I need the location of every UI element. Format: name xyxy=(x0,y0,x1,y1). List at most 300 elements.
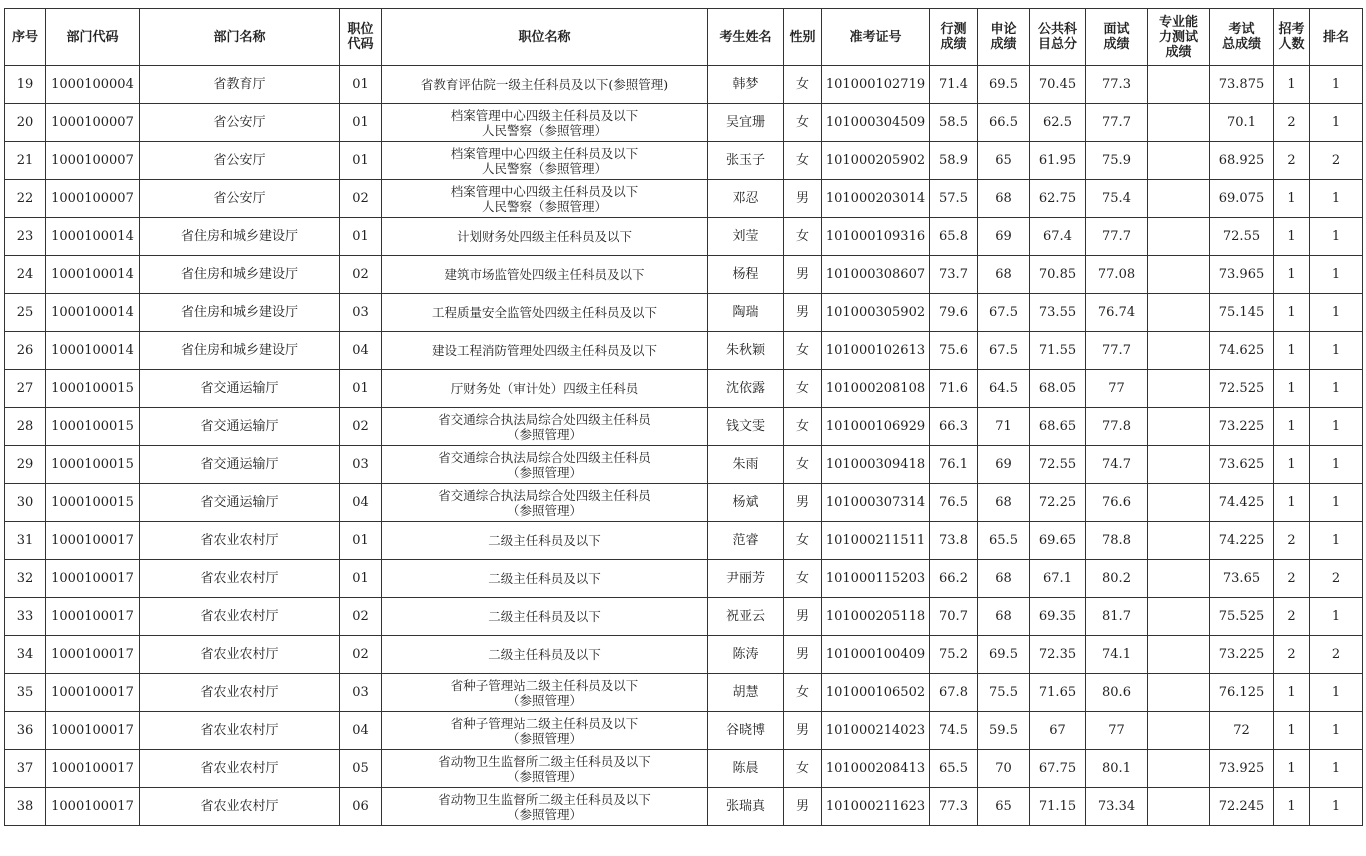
header-xingce-score xyxy=(930,9,978,66)
cell-rank: 1 xyxy=(1310,712,1363,750)
cell-quota: 2 xyxy=(1274,598,1310,636)
header-text: 序号 xyxy=(11,29,38,45)
cell-rank: 1 xyxy=(1310,294,1363,332)
table-row xyxy=(5,142,1363,180)
cell-public-total: 69.65 xyxy=(1030,522,1086,560)
cell-dept-name: 省农业农村厅 xyxy=(140,674,340,712)
cell-shenlun-score: 59.5 xyxy=(978,712,1030,750)
header-text: 行测 xyxy=(940,22,967,37)
cell-dept-name: 省农业农村厅 xyxy=(140,522,340,560)
cell-rank: 1 xyxy=(1310,446,1363,484)
cell-dept-name: 省农业农村厅 xyxy=(140,598,340,636)
pos-name-line: （参照管理） xyxy=(506,730,582,746)
table-row xyxy=(5,66,1363,104)
cell-pos-code: 04 xyxy=(340,332,382,370)
cell-shenlun-score: 64.5 xyxy=(978,370,1030,408)
cell-quota: 1 xyxy=(1274,294,1310,332)
header-text: 公共科 xyxy=(1037,22,1077,37)
cell-pos-code: 02 xyxy=(340,180,382,218)
header-text: 职位 xyxy=(347,22,374,37)
results-table xyxy=(4,8,1363,826)
cell-interview-score: 77.7 xyxy=(1086,332,1148,370)
cell-ticket-no: 101000304509 xyxy=(822,104,930,142)
cell-public-total: 67.1 xyxy=(1030,560,1086,598)
cell-pos-name xyxy=(382,560,708,598)
cell-quota: 1 xyxy=(1274,218,1310,256)
cell-dept-name: 省交通运输厅 xyxy=(140,370,340,408)
table-row xyxy=(5,522,1363,560)
cell-quota: 1 xyxy=(1274,408,1310,446)
cell-dept-code: 1000100017 xyxy=(46,788,140,826)
cell-xingce-score: 66.2 xyxy=(930,560,978,598)
cell-xingce-score: 67.8 xyxy=(930,674,978,712)
cell-quota: 2 xyxy=(1274,104,1310,142)
cell-seq: 31 xyxy=(5,522,46,560)
cell-interview-score: 74.1 xyxy=(1086,636,1148,674)
cell-quota: 1 xyxy=(1274,712,1310,750)
header-text: 部门代码 xyxy=(66,29,119,45)
pos-name-line: 二级主任科员及以下 xyxy=(488,533,601,548)
cell-professional-score xyxy=(1148,104,1210,142)
cell-ticket-no: 101000307314 xyxy=(822,484,930,522)
cell-pos-code: 01 xyxy=(340,104,382,142)
cell-dept-code: 1000100017 xyxy=(46,750,140,788)
cell-dept-name: 省住房和城乡建设厅 xyxy=(140,332,340,370)
cell-candidate-name: 吴宜珊 xyxy=(708,104,784,142)
cell-seq: 24 xyxy=(5,256,46,294)
cell-seq: 26 xyxy=(5,332,46,370)
cell-pos-code: 01 xyxy=(340,560,382,598)
cell-quota: 1 xyxy=(1274,332,1310,370)
cell-public-total: 71.55 xyxy=(1030,332,1086,370)
cell-gender: 女 xyxy=(784,408,822,446)
cell-dept-code: 1000100004 xyxy=(46,66,140,104)
cell-rank: 2 xyxy=(1310,142,1363,180)
cell-public-total: 68.65 xyxy=(1030,408,1086,446)
cell-seq: 36 xyxy=(5,712,46,750)
cell-rank: 1 xyxy=(1310,256,1363,294)
cell-candidate-name: 陶瑞 xyxy=(708,294,784,332)
header-ticket-no xyxy=(822,9,930,66)
table-row xyxy=(5,446,1363,484)
pos-name-line: 省交通综合执法局综合处四级主任科员 xyxy=(438,487,651,503)
cell-ticket-no: 101000100409 xyxy=(822,636,930,674)
cell-ticket-no: 101000309418 xyxy=(822,446,930,484)
cell-quota: 1 xyxy=(1274,180,1310,218)
cell-seq: 22 xyxy=(5,180,46,218)
cell-exam-total: 72.245 xyxy=(1210,788,1274,826)
cell-dept-name: 省农业农村厅 xyxy=(140,636,340,674)
cell-quota: 2 xyxy=(1274,522,1310,560)
cell-exam-total: 74.225 xyxy=(1210,522,1274,560)
pos-name-line: 省教育评估院一级主任科员及以下(参照管理) xyxy=(420,77,669,92)
cell-gender: 女 xyxy=(784,560,822,598)
cell-pos-name xyxy=(382,788,708,826)
cell-xingce-score: 70.7 xyxy=(930,598,978,636)
header-pos-name xyxy=(382,9,708,66)
cell-exam-total: 75.145 xyxy=(1210,294,1274,332)
cell-xingce-score: 73.8 xyxy=(930,522,978,560)
pos-name-line: 省交通综合执法局综合处四级主任科员 xyxy=(438,449,651,465)
header-quota xyxy=(1274,9,1310,66)
cell-dept-code: 1000100017 xyxy=(46,674,140,712)
pos-name-line: 工程质量安全监管处四级主任科员及以下 xyxy=(431,305,657,320)
pos-name-line: （参照管理） xyxy=(506,464,582,480)
cell-seq: 28 xyxy=(5,408,46,446)
cell-pos-code: 02 xyxy=(340,408,382,446)
cell-seq: 35 xyxy=(5,674,46,712)
cell-shenlun-score: 70 xyxy=(978,750,1030,788)
cell-rank: 1 xyxy=(1310,370,1363,408)
header-text: 成绩 xyxy=(940,37,967,52)
cell-rank: 1 xyxy=(1310,788,1363,826)
header-seq xyxy=(5,9,46,66)
header-interview-score xyxy=(1086,9,1148,66)
cell-dept-code: 1000100014 xyxy=(46,332,140,370)
cell-gender: 女 xyxy=(784,446,822,484)
pos-name-line: 建设工程消防管理处四级主任科员及以下 xyxy=(431,343,657,358)
cell-public-total: 67.4 xyxy=(1030,218,1086,256)
header-text: 职位名称 xyxy=(518,29,571,45)
cell-gender: 男 xyxy=(784,484,822,522)
header-dept-code xyxy=(46,9,140,66)
cell-rank: 1 xyxy=(1310,674,1363,712)
cell-exam-total: 72.55 xyxy=(1210,218,1274,256)
cell-pos-code: 03 xyxy=(340,446,382,484)
cell-gender: 男 xyxy=(784,636,822,674)
cell-seq: 29 xyxy=(5,446,46,484)
header-text: 成绩 xyxy=(990,37,1017,52)
cell-gender: 男 xyxy=(784,788,822,826)
cell-dept-name: 省公安厅 xyxy=(140,142,340,180)
results-table-container xyxy=(4,8,1363,826)
cell-professional-score xyxy=(1148,712,1210,750)
cell-rank: 1 xyxy=(1310,598,1363,636)
cell-pos-code: 01 xyxy=(340,522,382,560)
cell-ticket-no: 101000214023 xyxy=(822,712,930,750)
pos-name-line: 人民警察（参照管理） xyxy=(481,160,607,176)
cell-professional-score xyxy=(1148,218,1210,256)
table-row xyxy=(5,294,1363,332)
header-text: 性别 xyxy=(789,29,816,45)
cell-candidate-name: 韩梦 xyxy=(708,66,784,104)
cell-dept-name: 省农业农村厅 xyxy=(140,788,340,826)
cell-exam-total: 72.525 xyxy=(1210,370,1274,408)
cell-candidate-name: 杨程 xyxy=(708,256,784,294)
header-text: 力测试 xyxy=(1158,29,1198,45)
cell-interview-score: 77.7 xyxy=(1086,218,1148,256)
cell-quota: 1 xyxy=(1274,66,1310,104)
cell-public-total: 72.55 xyxy=(1030,446,1086,484)
cell-shenlun-score: 68 xyxy=(978,560,1030,598)
cell-pos-name xyxy=(382,370,708,408)
cell-gender: 男 xyxy=(784,712,822,750)
cell-dept-name: 省交通运输厅 xyxy=(140,446,340,484)
cell-dept-name: 省住房和城乡建设厅 xyxy=(140,256,340,294)
table-row xyxy=(5,104,1363,142)
pos-name-line: 档案管理中心四级主任科员及以下 xyxy=(450,183,639,199)
cell-public-total: 72.25 xyxy=(1030,484,1086,522)
cell-gender: 女 xyxy=(784,332,822,370)
cell-ticket-no: 101000205118 xyxy=(822,598,930,636)
cell-professional-score xyxy=(1148,142,1210,180)
cell-dept-code: 1000100007 xyxy=(46,142,140,180)
pos-name-line: 人民警察（参照管理） xyxy=(481,198,607,214)
header-text: 准考证号 xyxy=(849,29,902,45)
cell-seq: 21 xyxy=(5,142,46,180)
header-professional-score xyxy=(1148,9,1210,66)
cell-seq: 23 xyxy=(5,218,46,256)
cell-exam-total: 73.925 xyxy=(1210,750,1274,788)
cell-professional-score xyxy=(1148,408,1210,446)
cell-interview-score: 76.74 xyxy=(1086,294,1148,332)
cell-shenlun-score: 69.5 xyxy=(978,66,1030,104)
cell-professional-score xyxy=(1148,370,1210,408)
cell-interview-score: 80.2 xyxy=(1086,560,1148,598)
cell-xingce-score: 71.4 xyxy=(930,66,978,104)
cell-exam-total: 74.425 xyxy=(1210,484,1274,522)
cell-quota: 1 xyxy=(1274,446,1310,484)
cell-candidate-name: 张玉子 xyxy=(708,142,784,180)
cell-quota: 1 xyxy=(1274,256,1310,294)
pos-name-line: 二级主任科员及以下 xyxy=(488,647,601,662)
cell-xingce-score: 66.3 xyxy=(930,408,978,446)
cell-candidate-name: 朱雨 xyxy=(708,446,784,484)
header-text: 目总分 xyxy=(1037,37,1077,52)
cell-shenlun-score: 67.5 xyxy=(978,332,1030,370)
cell-professional-score xyxy=(1148,332,1210,370)
cell-interview-score: 73.34 xyxy=(1086,788,1148,826)
cell-gender: 女 xyxy=(784,370,822,408)
header-rank xyxy=(1310,9,1363,66)
cell-seq: 33 xyxy=(5,598,46,636)
table-row xyxy=(5,218,1363,256)
cell-candidate-name: 沈依露 xyxy=(708,370,784,408)
header-gender xyxy=(784,9,822,66)
cell-interview-score: 75.9 xyxy=(1086,142,1148,180)
cell-candidate-name: 钱文雯 xyxy=(708,408,784,446)
cell-quota: 2 xyxy=(1274,636,1310,674)
cell-interview-score: 78.8 xyxy=(1086,522,1148,560)
cell-xingce-score: 65.5 xyxy=(930,750,978,788)
pos-name-line: 省动物卫生监督所二级主任科员及以下 xyxy=(438,791,651,807)
cell-pos-name xyxy=(382,522,708,560)
cell-interview-score: 80.6 xyxy=(1086,674,1148,712)
cell-exam-total: 76.125 xyxy=(1210,674,1274,712)
cell-quota: 1 xyxy=(1274,788,1310,826)
table-row xyxy=(5,674,1363,712)
cell-seq: 37 xyxy=(5,750,46,788)
cell-rank: 1 xyxy=(1310,408,1363,446)
cell-shenlun-score: 65 xyxy=(978,788,1030,826)
cell-public-total: 68.05 xyxy=(1030,370,1086,408)
pos-name-line: 省动物卫生监督所二级主任科员及以下 xyxy=(438,753,651,769)
cell-professional-score xyxy=(1148,598,1210,636)
header-text: 成绩 xyxy=(1165,44,1192,60)
cell-pos-code: 01 xyxy=(340,218,382,256)
cell-seq: 32 xyxy=(5,560,46,598)
cell-candidate-name: 刘莹 xyxy=(708,218,784,256)
cell-pos-name xyxy=(382,598,708,636)
cell-public-total: 71.65 xyxy=(1030,674,1086,712)
pos-name-line: （参照管理） xyxy=(506,768,582,784)
cell-xingce-score: 58.9 xyxy=(930,142,978,180)
table-row xyxy=(5,636,1363,674)
table-row xyxy=(5,256,1363,294)
cell-shenlun-score: 69.5 xyxy=(978,636,1030,674)
cell-professional-score xyxy=(1148,560,1210,598)
cell-pos-code: 01 xyxy=(340,142,382,180)
cell-dept-code: 1000100007 xyxy=(46,104,140,142)
cell-xingce-score: 58.5 xyxy=(930,104,978,142)
cell-candidate-name: 陈晨 xyxy=(708,750,784,788)
header-text: 招考 xyxy=(1278,22,1305,37)
pos-name-line: 计划财务处四级主任科员及以下 xyxy=(456,229,632,244)
cell-interview-score: 81.7 xyxy=(1086,598,1148,636)
header-public-total xyxy=(1030,9,1086,66)
cell-professional-score xyxy=(1148,636,1210,674)
header-dept-name xyxy=(140,9,340,66)
header-exam-total xyxy=(1210,9,1274,66)
table-row xyxy=(5,332,1363,370)
header-text: 考试 xyxy=(1228,22,1255,37)
cell-dept-name: 省教育厅 xyxy=(140,66,340,104)
header-pos-code xyxy=(340,9,382,66)
header-text: 专业能 xyxy=(1158,14,1198,30)
cell-seq: 30 xyxy=(5,484,46,522)
cell-pos-name xyxy=(382,256,708,294)
pos-name-line: 厅财务处（审计处）四级主任科员 xyxy=(450,381,639,396)
cell-candidate-name: 祝亚云 xyxy=(708,598,784,636)
cell-shenlun-score: 65.5 xyxy=(978,522,1030,560)
cell-dept-name: 省交通运输厅 xyxy=(140,408,340,446)
cell-pos-name xyxy=(382,446,708,484)
cell-shenlun-score: 68 xyxy=(978,256,1030,294)
table-header xyxy=(5,9,1363,66)
cell-pos-name xyxy=(382,218,708,256)
cell-gender: 男 xyxy=(784,256,822,294)
cell-pos-name xyxy=(382,674,708,712)
cell-gender: 女 xyxy=(784,674,822,712)
cell-dept-code: 1000100015 xyxy=(46,408,140,446)
cell-dept-code: 1000100014 xyxy=(46,294,140,332)
cell-candidate-name: 范睿 xyxy=(708,522,784,560)
cell-rank: 1 xyxy=(1310,218,1363,256)
header-shenlun-score xyxy=(978,9,1030,66)
cell-gender: 男 xyxy=(784,294,822,332)
cell-candidate-name: 尹丽芳 xyxy=(708,560,784,598)
cell-shenlun-score: 68 xyxy=(978,484,1030,522)
header-candidate-name xyxy=(708,9,784,66)
cell-dept-code: 1000100017 xyxy=(46,560,140,598)
cell-dept-name: 省交通运输厅 xyxy=(140,484,340,522)
cell-exam-total: 75.525 xyxy=(1210,598,1274,636)
cell-dept-code: 1000100017 xyxy=(46,522,140,560)
cell-public-total: 70.45 xyxy=(1030,66,1086,104)
table-row xyxy=(5,408,1363,446)
cell-interview-score: 77 xyxy=(1086,370,1148,408)
cell-pos-name xyxy=(382,66,708,104)
cell-dept-name: 省公安厅 xyxy=(140,104,340,142)
cell-dept-code: 1000100017 xyxy=(46,636,140,674)
cell-quota: 1 xyxy=(1274,370,1310,408)
cell-dept-name: 省住房和城乡建设厅 xyxy=(140,218,340,256)
cell-gender: 女 xyxy=(784,750,822,788)
cell-pos-name xyxy=(382,104,708,142)
pos-name-line: 省交通综合执法局综合处四级主任科员 xyxy=(438,411,651,427)
pos-name-line: （参照管理） xyxy=(506,806,582,822)
pos-name-line: 二级主任科员及以下 xyxy=(488,609,601,624)
cell-pos-name xyxy=(382,636,708,674)
cell-xingce-score: 74.5 xyxy=(930,712,978,750)
cell-public-total: 71.15 xyxy=(1030,788,1086,826)
cell-seq: 38 xyxy=(5,788,46,826)
cell-ticket-no: 101000102719 xyxy=(822,66,930,104)
cell-gender: 男 xyxy=(784,180,822,218)
cell-pos-code: 04 xyxy=(340,712,382,750)
cell-gender: 女 xyxy=(784,218,822,256)
cell-gender: 女 xyxy=(784,66,822,104)
cell-pos-code: 04 xyxy=(340,484,382,522)
pos-name-line: 人民警察（参照管理） xyxy=(481,122,607,138)
cell-pos-name xyxy=(382,332,708,370)
cell-professional-score xyxy=(1148,484,1210,522)
cell-rank: 1 xyxy=(1310,484,1363,522)
cell-candidate-name: 朱秋颖 xyxy=(708,332,784,370)
cell-xingce-score: 65.8 xyxy=(930,218,978,256)
cell-dept-code: 1000100014 xyxy=(46,218,140,256)
pos-name-line: （参照管理） xyxy=(506,692,582,708)
header-row xyxy=(5,9,1363,66)
header-text: 排名 xyxy=(1322,29,1349,45)
cell-interview-score: 77 xyxy=(1086,712,1148,750)
cell-ticket-no: 101000203014 xyxy=(822,180,930,218)
cell-pos-code: 03 xyxy=(340,674,382,712)
cell-xingce-score: 75.6 xyxy=(930,332,978,370)
cell-rank: 1 xyxy=(1310,66,1363,104)
cell-dept-code: 1000100015 xyxy=(46,370,140,408)
cell-exam-total: 68.925 xyxy=(1210,142,1274,180)
cell-ticket-no: 101000109316 xyxy=(822,218,930,256)
cell-pos-name xyxy=(382,712,708,750)
cell-xingce-score: 73.7 xyxy=(930,256,978,294)
cell-candidate-name: 谷晓博 xyxy=(708,712,784,750)
cell-pos-code: 01 xyxy=(340,66,382,104)
cell-ticket-no: 101000205902 xyxy=(822,142,930,180)
pos-name-line: 建筑市场监管处四级主任科员及以下 xyxy=(444,267,645,282)
cell-interview-score: 77.08 xyxy=(1086,256,1148,294)
pos-name-line: 档案管理中心四级主任科员及以下 xyxy=(450,145,639,161)
pos-name-line: 省种子管理站二级主任科员及以下 xyxy=(450,677,639,693)
cell-rank: 1 xyxy=(1310,750,1363,788)
cell-gender: 女 xyxy=(784,104,822,142)
cell-public-total: 62.75 xyxy=(1030,180,1086,218)
cell-xingce-score: 77.3 xyxy=(930,788,978,826)
cell-dept-name: 省农业农村厅 xyxy=(140,750,340,788)
cell-interview-score: 77.8 xyxy=(1086,408,1148,446)
cell-ticket-no: 101000208108 xyxy=(822,370,930,408)
cell-seq: 19 xyxy=(5,66,46,104)
cell-exam-total: 73.625 xyxy=(1210,446,1274,484)
cell-professional-score xyxy=(1148,446,1210,484)
cell-professional-score xyxy=(1148,66,1210,104)
cell-professional-score xyxy=(1148,750,1210,788)
cell-dept-code: 1000100015 xyxy=(46,484,140,522)
cell-shenlun-score: 67.5 xyxy=(978,294,1030,332)
cell-seq: 34 xyxy=(5,636,46,674)
cell-dept-code: 1000100007 xyxy=(46,180,140,218)
cell-public-total: 70.85 xyxy=(1030,256,1086,294)
